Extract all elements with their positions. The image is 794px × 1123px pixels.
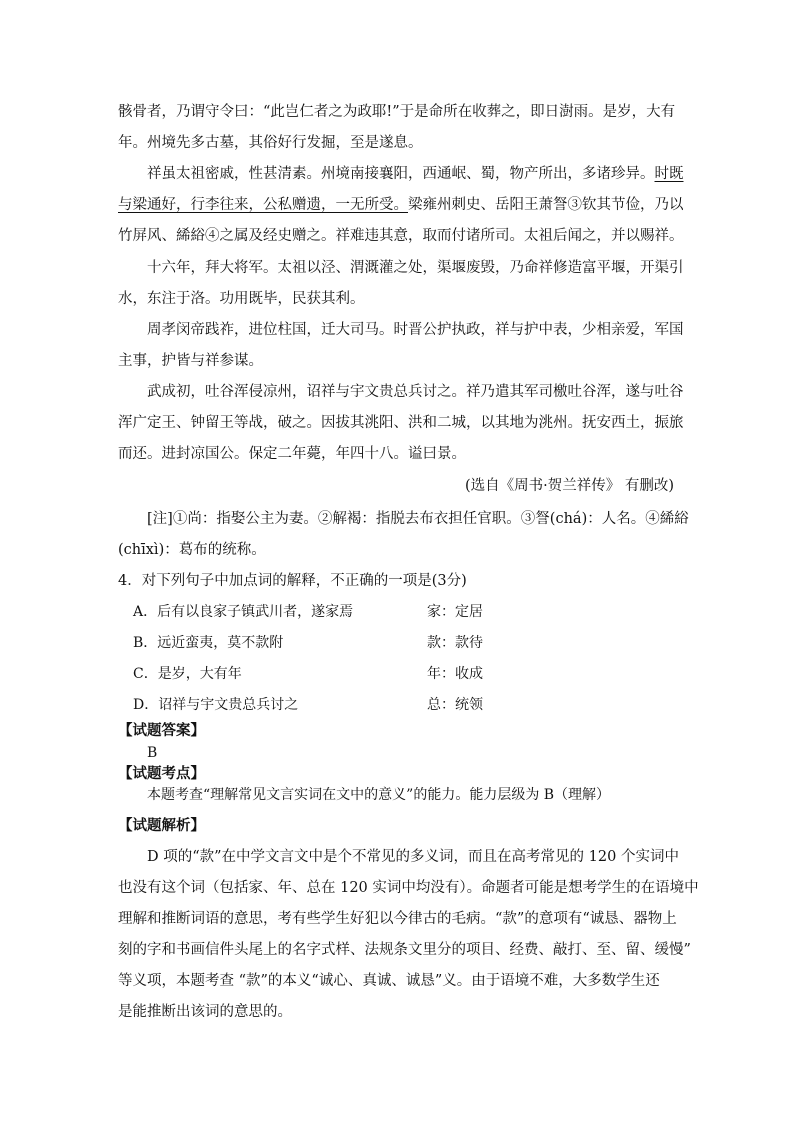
option-a: A．后有以良家子镇武川者，遂家焉 bbox=[133, 604, 354, 620]
passage-line bbox=[147, 165, 684, 183]
passage-line: 水，东注于洛。功用既毕，民获其利。 bbox=[118, 291, 365, 307]
passage-line: 浑广定王、钟留王等战，破之。因拔其洮阳、洪和二城，以其地为洮州。抚安西土，振旅 bbox=[118, 415, 684, 431]
underlined-sentence: 与梁通好，行李往来，公私赠遗，一无所受。 bbox=[118, 197, 408, 213]
passage-line: 十六年，拜大将军。太祖以泾、渭溉灌之处，渠堰废毁，乃命祥修造富平堰，开渠引 bbox=[147, 260, 684, 276]
passage-line: 竹屏风、絺綌④之属及经史赠之。祥难违其意，取而付诸所司。太祖后闻之，并以赐祥。 bbox=[118, 228, 684, 244]
analysis-line: 也没有这个词（包括家、年、总在 120 实词中均没有）。命题者可能是想考学生的在语境中 bbox=[118, 880, 699, 896]
passage-line: 年。州境先多古墓，其俗好行发掘，至是遂息。 bbox=[118, 135, 423, 151]
analysis-header: 【试题解析】 bbox=[118, 818, 205, 834]
analysis-line: 是能推断出该词的意思的。 bbox=[118, 1004, 292, 1020]
passage-text: 祥虽太祖密戚，性甚清素。州境南接襄阳，西通岷、蜀，物产所出，多诸珍异。 bbox=[147, 166, 655, 182]
underlined-sentence: 时既 bbox=[654, 166, 684, 182]
option-b-explanation: 款：款待 bbox=[427, 635, 483, 651]
passage-line: 骸骨者，乃谓守令曰：“此岂仁者之为政耶!”于是命所在收葬之，即日澍雨。是岁，大有 bbox=[118, 104, 676, 120]
analysis-line: 理解和推断词语的意思，考有些学生好犯以今律古的毛病。“款”的意项有“诚恳、器物上 bbox=[118, 911, 677, 927]
option-d-explanation: 总：统领 bbox=[427, 697, 483, 713]
question-stem: 4．对下列句子中加点词的解释，不正确的一项是(3分) bbox=[118, 573, 467, 589]
point-text: 本题考查“理解常见文言实词在文中的意义”的能力。能力层级为 B（理解） bbox=[147, 787, 611, 803]
point-header: 【试题考点】 bbox=[118, 766, 205, 782]
answer-value: B bbox=[147, 745, 158, 761]
option-c: C．是岁，大有年 bbox=[133, 666, 242, 682]
passage-line: 武成初，吐谷浑侵凉州，诏祥与宇文贵总兵讨之。祥乃遣其军司檄吐谷浑，遂与吐谷 bbox=[147, 384, 684, 400]
passage-line: 主事，护皆与祥参谋。 bbox=[118, 353, 263, 369]
passage-note: [注]①尚：指娶公主为妻。②解褐：指脱去布衣担任官职。③詧(chá)：人名。④絺綌 bbox=[147, 511, 689, 527]
option-b: B．远近蛮夷，莫不款附 bbox=[133, 635, 284, 651]
passage-source: (选自《周书·贺兰祥传》 有删改) bbox=[464, 478, 674, 494]
passage-text: 梁雍州刺史、岳阳王萧詧③钦其节俭，乃以 bbox=[408, 197, 684, 213]
analysis-line: D 项的“款”在中学文言文中是个不常见的多义词，而且在高考常见的 120 个实词中 bbox=[147, 849, 679, 865]
passage-line: 而还。进封凉国公。保定二年薨，年四十八。谥曰景。 bbox=[118, 446, 466, 462]
analysis-line: 刻的字和书画信件头尾上的名字式样、法规条文里分的项目、经费、敲打、至、留、缓慢” bbox=[118, 942, 691, 958]
option-a-explanation: 家：定居 bbox=[427, 604, 483, 620]
passage-line: 周孝闵帝践祚，进位柱国，迁大司马。时晋公护执政，祥与护中表，少相亲爱，军国 bbox=[147, 322, 684, 338]
answer-header: 【试题答案】 bbox=[118, 723, 205, 739]
analysis-line: 等义项，本题考查 “款”的本义“诚心、真诚、诚恳”义。由于语境不难，大多数学生还 bbox=[118, 973, 660, 989]
option-d: D．诏祥与宇文贵总兵讨之 bbox=[133, 697, 299, 713]
option-c-explanation: 年：收成 bbox=[427, 666, 483, 682]
passage-note: (chīxì)：葛布的统称。 bbox=[118, 542, 266, 558]
passage-line bbox=[118, 196, 684, 214]
